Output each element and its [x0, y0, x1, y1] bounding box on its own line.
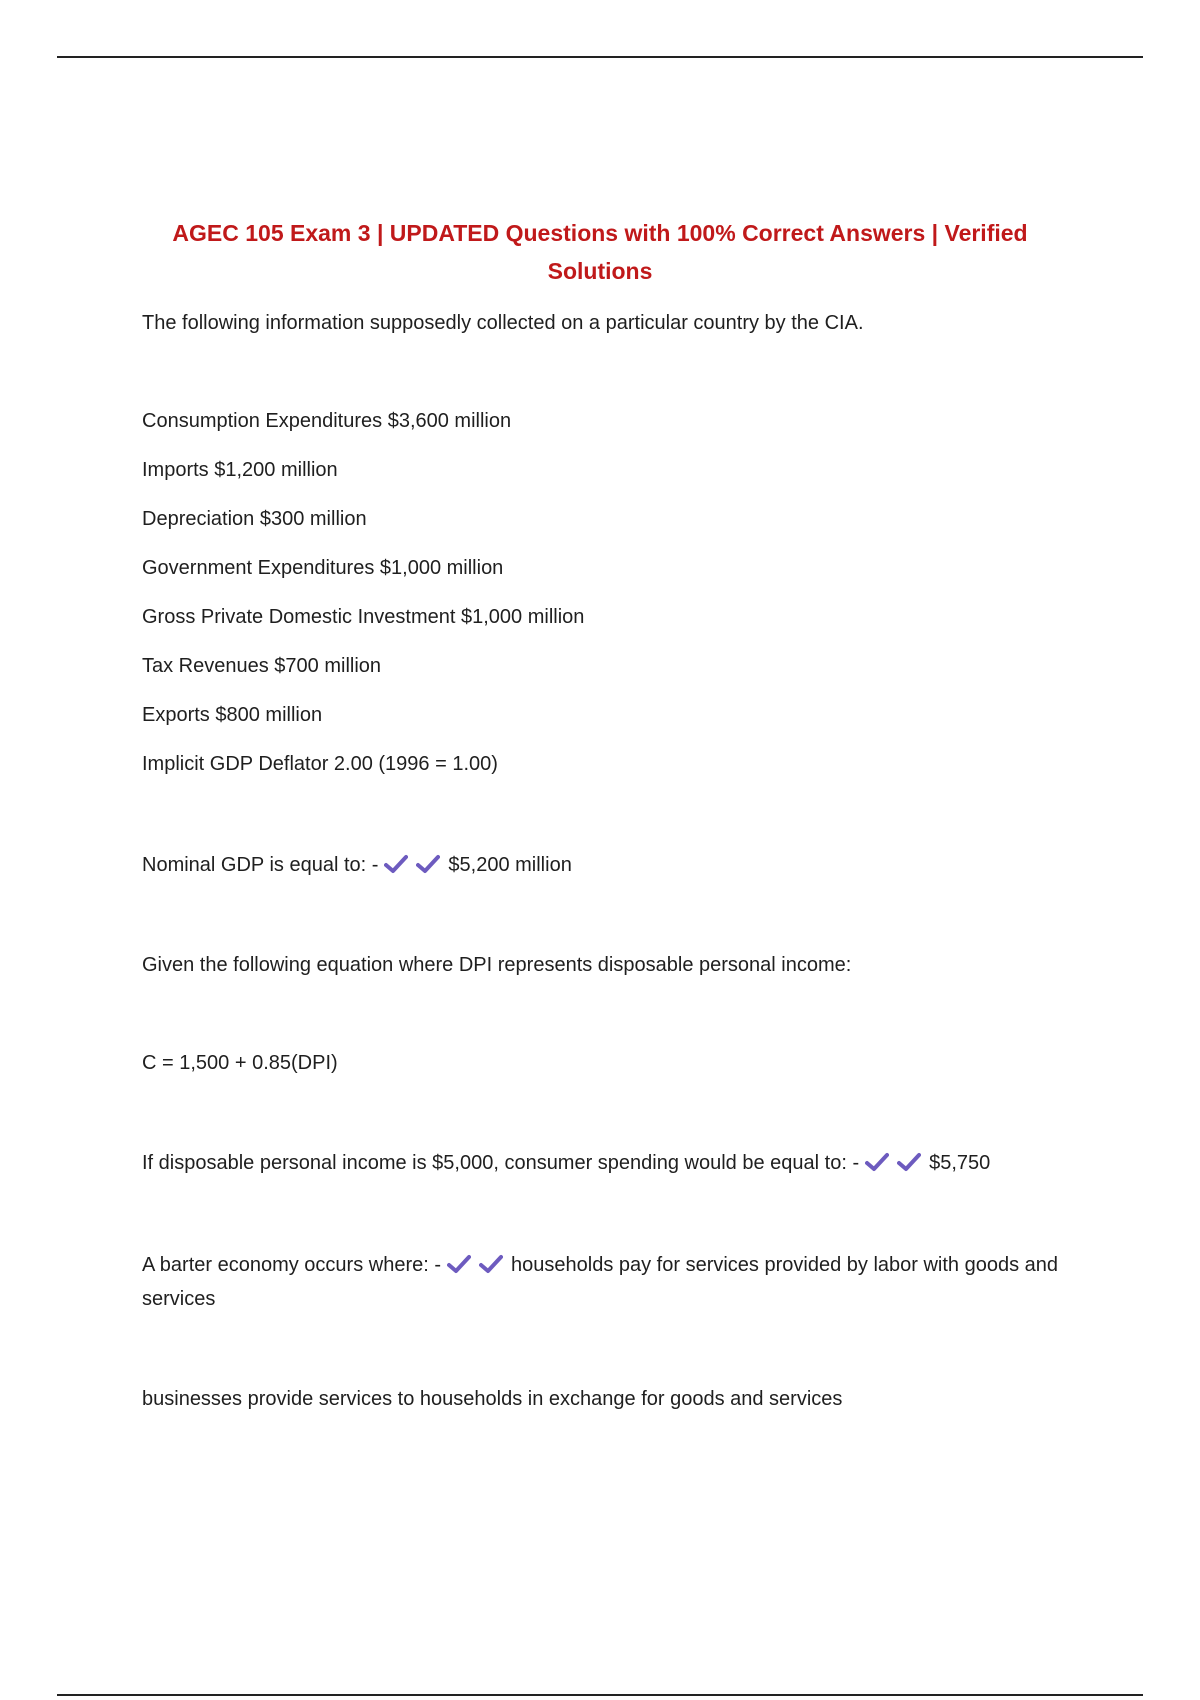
answer-markers — [384, 848, 448, 882]
data-line-investment: Gross Private Domestic Investment $1,000 million — [142, 606, 585, 628]
checkmark-icon — [479, 1254, 503, 1274]
barter-extra-answer: businesses provide services to households in exchange for goods and services — [142, 1388, 843, 1410]
question-nominal-gdp — [142, 848, 1062, 882]
checkmark-icon — [416, 854, 440, 874]
question-consumer-spending — [142, 1146, 1062, 1180]
question-text: Nominal GDP is equal to: - — [142, 854, 379, 876]
answer-text: $5,750 — [929, 1152, 991, 1174]
answer-text: $5,200 million — [448, 854, 572, 876]
data-line-deflator: Implicit GDP Deflator 2.00 (1996 = 1.00) — [142, 753, 498, 775]
checkmark-icon — [897, 1152, 921, 1172]
data-line-government: Government Expenditures $1,000 million — [142, 557, 504, 579]
document-title: AGEC 105 Exam 3 | UPDATED Questions with 100% Correct Answers | Verified Solutions — [172, 220, 1028, 284]
data-line-consumption: Consumption Expenditures $3,600 million — [142, 410, 512, 432]
checkmark-icon — [384, 854, 408, 874]
footer-rule — [57, 1694, 1143, 1696]
data-line-exports: Exports $800 million — [142, 704, 323, 726]
answer-markers — [447, 1248, 511, 1282]
question-dpi-stem: Given the following equation where DPI represents disposable personal income: — [142, 954, 852, 976]
question-text: If disposable personal income is $5,000, consumer spending would be equal to: - — [142, 1152, 860, 1174]
data-line-tax: Tax Revenues $700 million — [142, 655, 382, 677]
question-text: A barter economy occurs where: - — [142, 1254, 442, 1276]
consumption-equation: C = 1,500 + 0.85(DPI) — [142, 1052, 338, 1074]
checkmark-icon — [447, 1254, 471, 1274]
header-rule — [57, 56, 1143, 58]
data-line-imports: Imports $1,200 million — [142, 459, 338, 481]
intro-text: The following information supposedly collected on a particular country by the CIA. — [142, 312, 864, 334]
answer-markers — [865, 1146, 929, 1180]
answer-text: households pay for services provided by labor with goods and services — [142, 1254, 1059, 1310]
data-line-depreciation: Depreciation $300 million — [142, 508, 367, 530]
question-barter-economy — [142, 1248, 1062, 1316]
checkmark-icon — [865, 1152, 889, 1172]
